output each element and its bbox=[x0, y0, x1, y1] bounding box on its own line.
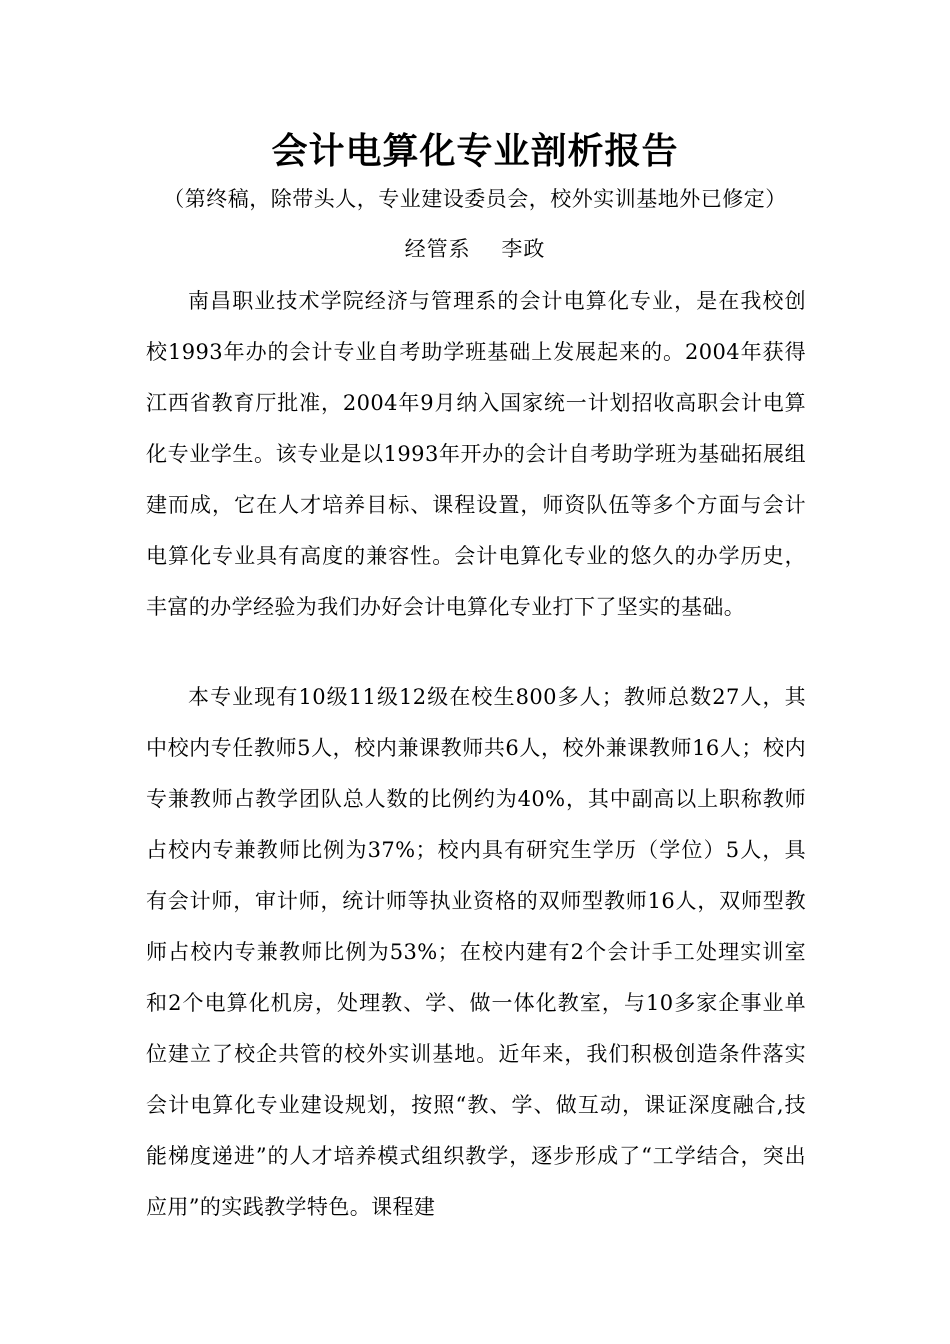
document-title: 会计电算化专业剖析报告 bbox=[271, 131, 679, 172]
document-subtitle: （第终稿，除带头人，专业建设委员会，校外实训基地外已修定） bbox=[163, 187, 787, 211]
paragraph-2: 本专业现有10级11级12级在校生800多人；教师总数27人，其中校内专任教师5人，校内兼课教师共6人，校外兼课教师16人；校内专兼教师占教学团队总人数的比例约为40%，其中副高以上职称教师占校内专兼教师比例为37%；校内具有研究生学历（学位）5人，具有会计师，审计师，统计师等执业资格的双师型教师16人，双师型教师占校内专兼教师比例为53%；在校内建有2个会计手工处理实训室和2个电算化机房，处理教、学、做一体化教室，与10多家企事业单位建立了校企共管的校外实训基地。近年来，我们积极创造条件落实会计电算化专业建设规划，按照“教、学、做互动，课证深度融合,技能梯度递进”的人才培养模式组织教学，逐步形成了“工学结合，突出应用”的实践教学特色。课程建 bbox=[146, 685, 806, 1219]
paragraph-1: 南昌职业技术学院经济与管理系的会计电算化专业，是在我校创校1993年办的会计专业自考助学班基础上发展起来的。2004年获得江西省教育厅批准，2004年9月纳入国家统一计划招收高职会计电算化专业学生。该专业是以1993年开办的会计自考助学班为基础拓展组建而成，它在人才培养目标、课程设置，师资队伍等多个方面与会计电算化专业具有高度的兼容性。会计电算化专业的悠久的办学历史，丰富的办学经验为我们办好会计电算化专业打下了坚实的基础。 bbox=[146, 289, 806, 619]
author-byline: 经管系 李政 bbox=[404, 237, 546, 261]
